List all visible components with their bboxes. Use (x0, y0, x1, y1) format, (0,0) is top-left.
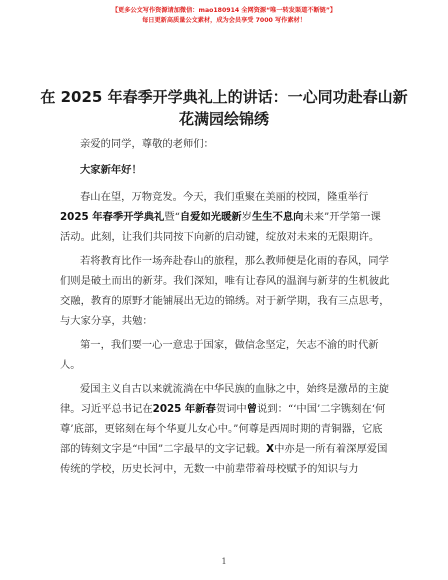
p1-text-c: 暨“ (164, 211, 180, 223)
promo-line-2: 每日更新高质量公文素材，成为会员享受 7000 写作素材！ (142, 17, 306, 24)
promo-banner (0, 6, 448, 26)
p4-text-d: 说到：“‘中国’二字镌刻在‘何尊’底部，更铭刻在每个华夏儿女心中。”何尊是西周时期的青铜器，它底部的铸刻文字是“中国”二字最早的文字记载。 (60, 403, 386, 455)
document-title: 在 2025 年春季开学典礼上的讲话：一心同功赴春山新花满园绘锦绣 (40, 88, 408, 128)
p4-text-a: 爱国主义自古以来就流淌在中华民族的血脉之中，始终是激昂的主旋律。习近平总书记在 (60, 383, 389, 415)
p4-text-c: 贺词中 (215, 403, 247, 415)
paragraph-2: 若将教育比作一场奔赴春山的旅程，那么教师便是化雨的春风，同学们则是破土而出的新芽。我们深知，唯有让春风的温润与新芽的生机彼此交融，教育的原野才能铺展出无边的锦绣。对于新学期，我有三点思考，与大家分享，共勉： (60, 255, 390, 327)
salutation: 亲爱的同学，尊敬的老师们： (80, 138, 214, 150)
p1-bold-theme-1: 自爱如光暖新 (179, 211, 242, 223)
greeting: 大家新年好！ (80, 164, 142, 176)
paragraph-1 (60, 187, 390, 247)
document-body (60, 134, 390, 479)
promo-line-1: 【更多公文写作资源请加微信：mao180914 全网资源“唯一转发渠道不断链”】 (111, 7, 337, 14)
paragraph-4 (60, 379, 390, 479)
p1-bold-event: 2025 年春季开学典礼 (60, 211, 165, 223)
p4-bold-x: X (266, 443, 275, 455)
p1-bold-theme-2: 生生不息向 (251, 211, 304, 223)
p4-bold-year: 2025 年新春 (152, 403, 216, 415)
p1-text-e: 未来”开学第一课活动。此刻，让我们共同按下向新的启动键，绽放对未来的无限期许。 (60, 211, 381, 243)
paragraph-3: 第一，我们要一心一意忠于国家，做信念坚定，矢志不渝的时代新人。 (60, 339, 379, 371)
page-number: 1 (221, 557, 227, 566)
p4-bold-ceng: 曾 (246, 403, 257, 415)
p4-text-e: 中亦是一所有着深厚爱国传统的学校，历史长河中，无数一中前辈带着母校赋予的知识与力 (60, 443, 388, 475)
p1-text-d: 岁 (241, 211, 252, 223)
p1-text-a: 春山在望，万物竞发。今天，我们重聚在美丽的校园，隆重举行 (80, 191, 369, 203)
